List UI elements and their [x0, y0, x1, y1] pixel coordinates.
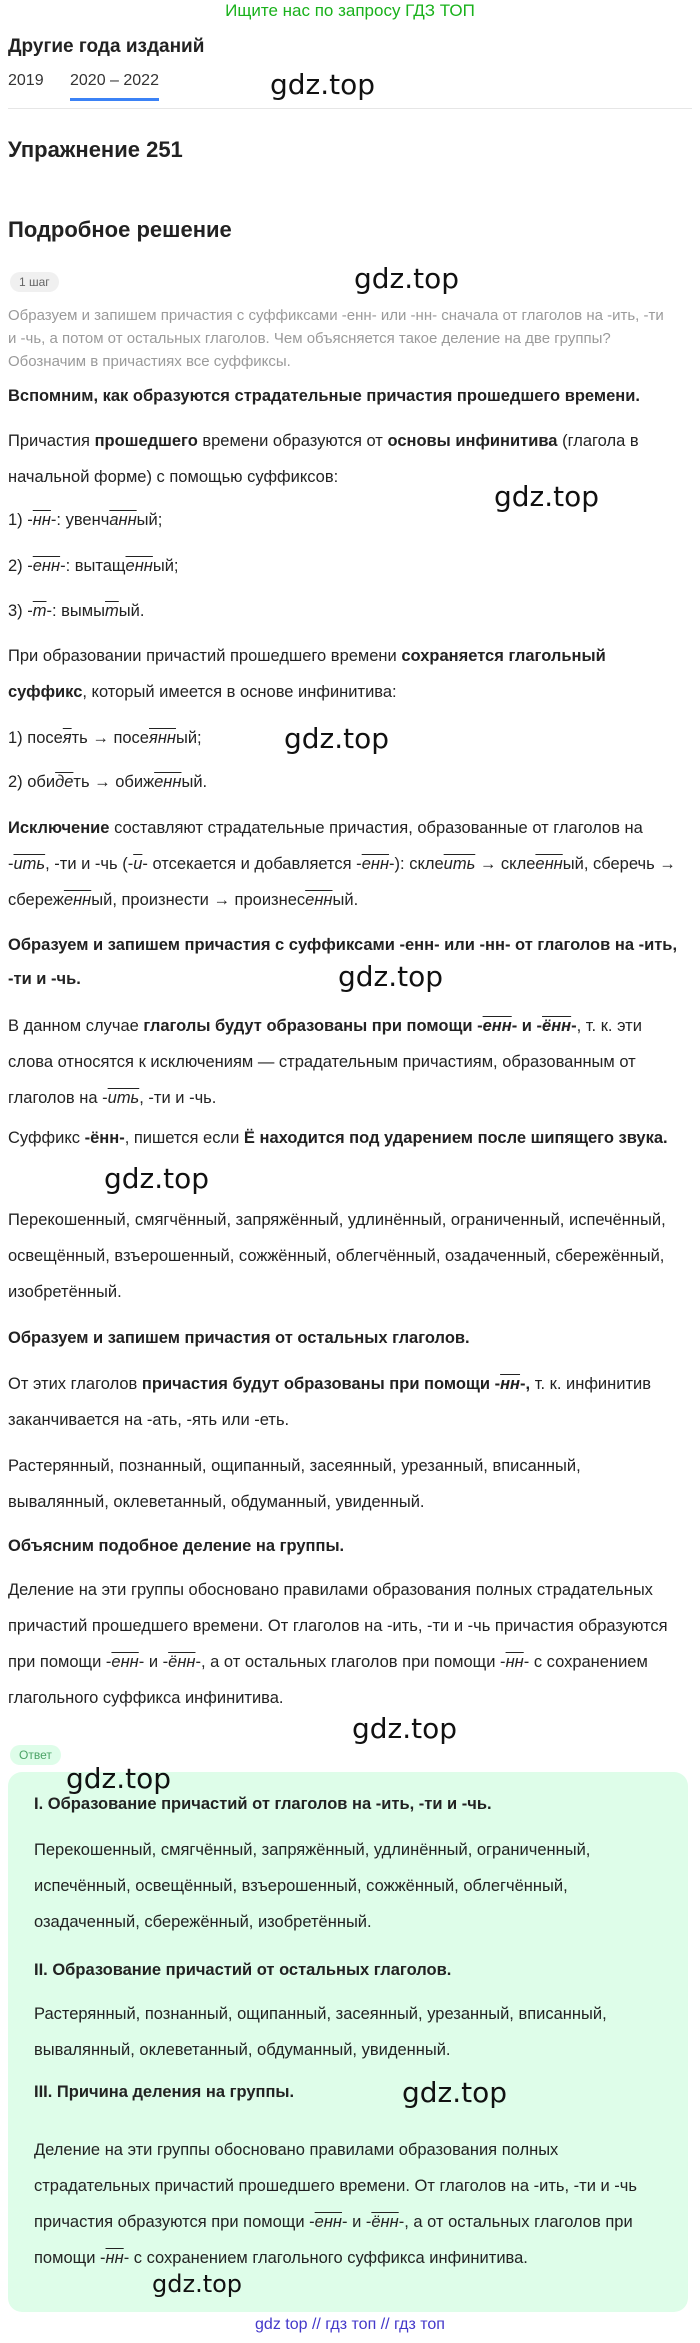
step-chip: 1 шаг [10, 272, 59, 292]
watermark: gdz.top [352, 1712, 458, 1745]
paragraph: При образовании причастий прошедшего времени сохраняется глагольный суффикс, который имеется в основе инфинитива: [8, 647, 606, 701]
watermark: gdz.top [402, 2076, 508, 2109]
watermark: gdz.top [152, 2270, 243, 2298]
answer-heading: II. Образование причастий от остальных глаголов. [34, 1961, 452, 1979]
tab-2019[interactable]: 2019 [8, 72, 44, 89]
watermark: gdz.top [66, 1762, 172, 1795]
watermark: gdz.top [104, 1162, 210, 1195]
answer-word-list: Растерянный, познанный, ощипанный, засеянный, урезанный, вписанный, вывалянный, оклеветанный, обдуманный, увиденный. [34, 2005, 607, 2059]
watermark: gdz.top [354, 262, 460, 295]
word-list: Растерянный, познанный, ощипанный, засеянный, урезанный, вписанный, вывалянный, оклеветанный, обдуманный, увиденный. [8, 1457, 581, 1511]
list-item: 1) посеять → посеянный; [8, 729, 202, 747]
answer-paragraph: Деление на эти группы обосновано правилами образования полных страдательных причастий прошедшего времени. От глаголов на -ить, -ти и -чь причастия образуются при помощи -енн- и -ённ-, а от остальных глаголов при помощи -нн- с сохранением глагольного суффикса инфинитива. [34, 2141, 637, 2267]
answer-chip: Ответ [10, 1745, 61, 1765]
solution-title: Подробное решение [8, 217, 232, 242]
list-item: 2) обидеть → обиженный. [8, 773, 208, 791]
list-item: 1) -нн-: увенчанный; [8, 511, 163, 529]
footer-links[interactable]: gdz top // гдз топ // гдз топ [255, 2316, 445, 2333]
search-banner: Ищите нас по запросу ГДЗ ТОП [225, 1, 475, 20]
watermark: gdz.top [338, 960, 444, 993]
paragraph: От этих глаголов причастия будут образованы при помощи -нн-, т. к. инфинитив заканчивается на -ать, -ять или -еть. [8, 1375, 651, 1429]
tab-2020-2022[interactable]: 2020 – 2022 [70, 72, 159, 101]
paragraph: Исключение составляют страдательные причастия, образованные от глаголов на -ить, -ти и -чь (-и- отсекается и добавляется -енн-): склеить → склеенный, сберечь → сбереженный, произнести → произнесенный. [8, 819, 676, 909]
answer-word-list: Перекошенный, смягчённый, запряжённый, удлинённый, ограниченный, испечённый, освещённый, взъерошенный, сожжённый, облегчённый, озадаченный, сбережённый, изобретённый. [34, 1841, 591, 1931]
answer-heading: I. Образование причастий от глаголов на -ить, -ти и -чь. [34, 1795, 492, 1813]
paragraph: Причастия прошедшего времени образуются от основы инфинитива (глагола в начальной форме) с помощью суффиксов: [8, 432, 639, 486]
list-item: 3) -т-: вымытый. [8, 602, 145, 620]
list-item: 2) -енн-: вытащенный; [8, 557, 179, 575]
section-heading: Вспомним, как образуются страдательные причастия прошедшего времени. [8, 387, 640, 405]
answer-heading: III. Причина деления на группы. [34, 2083, 295, 2101]
watermark: gdz.top [494, 480, 600, 513]
section-heading: Образуем и запишем причастия с суффиксами -енн- или -нн- от глаголов на -ить, -ти и -чь. [8, 936, 678, 988]
step-intro: Образуем и запишем причастия с суффиксами -енн- или -нн- сначала от глаголов на -ить, -ти и -чь, а потом от остальных глаголов. Чем объясняется такое деление на две группы? Обозначим в причастиях все суффиксы. [8, 307, 664, 370]
section-heading: Объясним подобное деление на группы. [8, 1537, 345, 1555]
word-list: Перекошенный, смягчённый, запряжённый, удлинённый, ограниченный, испечённый, освещённый, взъерошенный, сожжённый, облегчённый, озадаченный, сбережённый, изобретённый. [8, 1211, 666, 1301]
paragraph: Суффикс -ённ-, пишется если Ё находится под ударением после шипящего звука. [8, 1129, 668, 1147]
section-heading: Образуем и запишем причастия от остальных глаголов. [8, 1329, 470, 1347]
watermark: gdz.top [284, 722, 390, 755]
exercise-title: Упражнение 251 [8, 137, 183, 162]
paragraph: В данном случае глаголы будут образованы при помощи -енн- и -ённ-, т. к. эти слова относятся к исключениям — страдательным причастиям, образованным от глаголов на -ить, -ти и -чь. [8, 1017, 642, 1107]
answer-box [8, 1772, 688, 2312]
watermark: gdz.top [270, 68, 376, 101]
paragraph: Деление на эти группы обосновано правилами образования полных страдательных причастий прошедшего времени. От глаголов на -ить, -ти и -чь причастия образуются при помощи -енн- и -ённ-, а от остальных глаголов при помощи -нн- с сохранением глагольного суффикса инфинитива. [8, 1581, 668, 1707]
other-years-title: Другие года изданий [8, 36, 205, 57]
